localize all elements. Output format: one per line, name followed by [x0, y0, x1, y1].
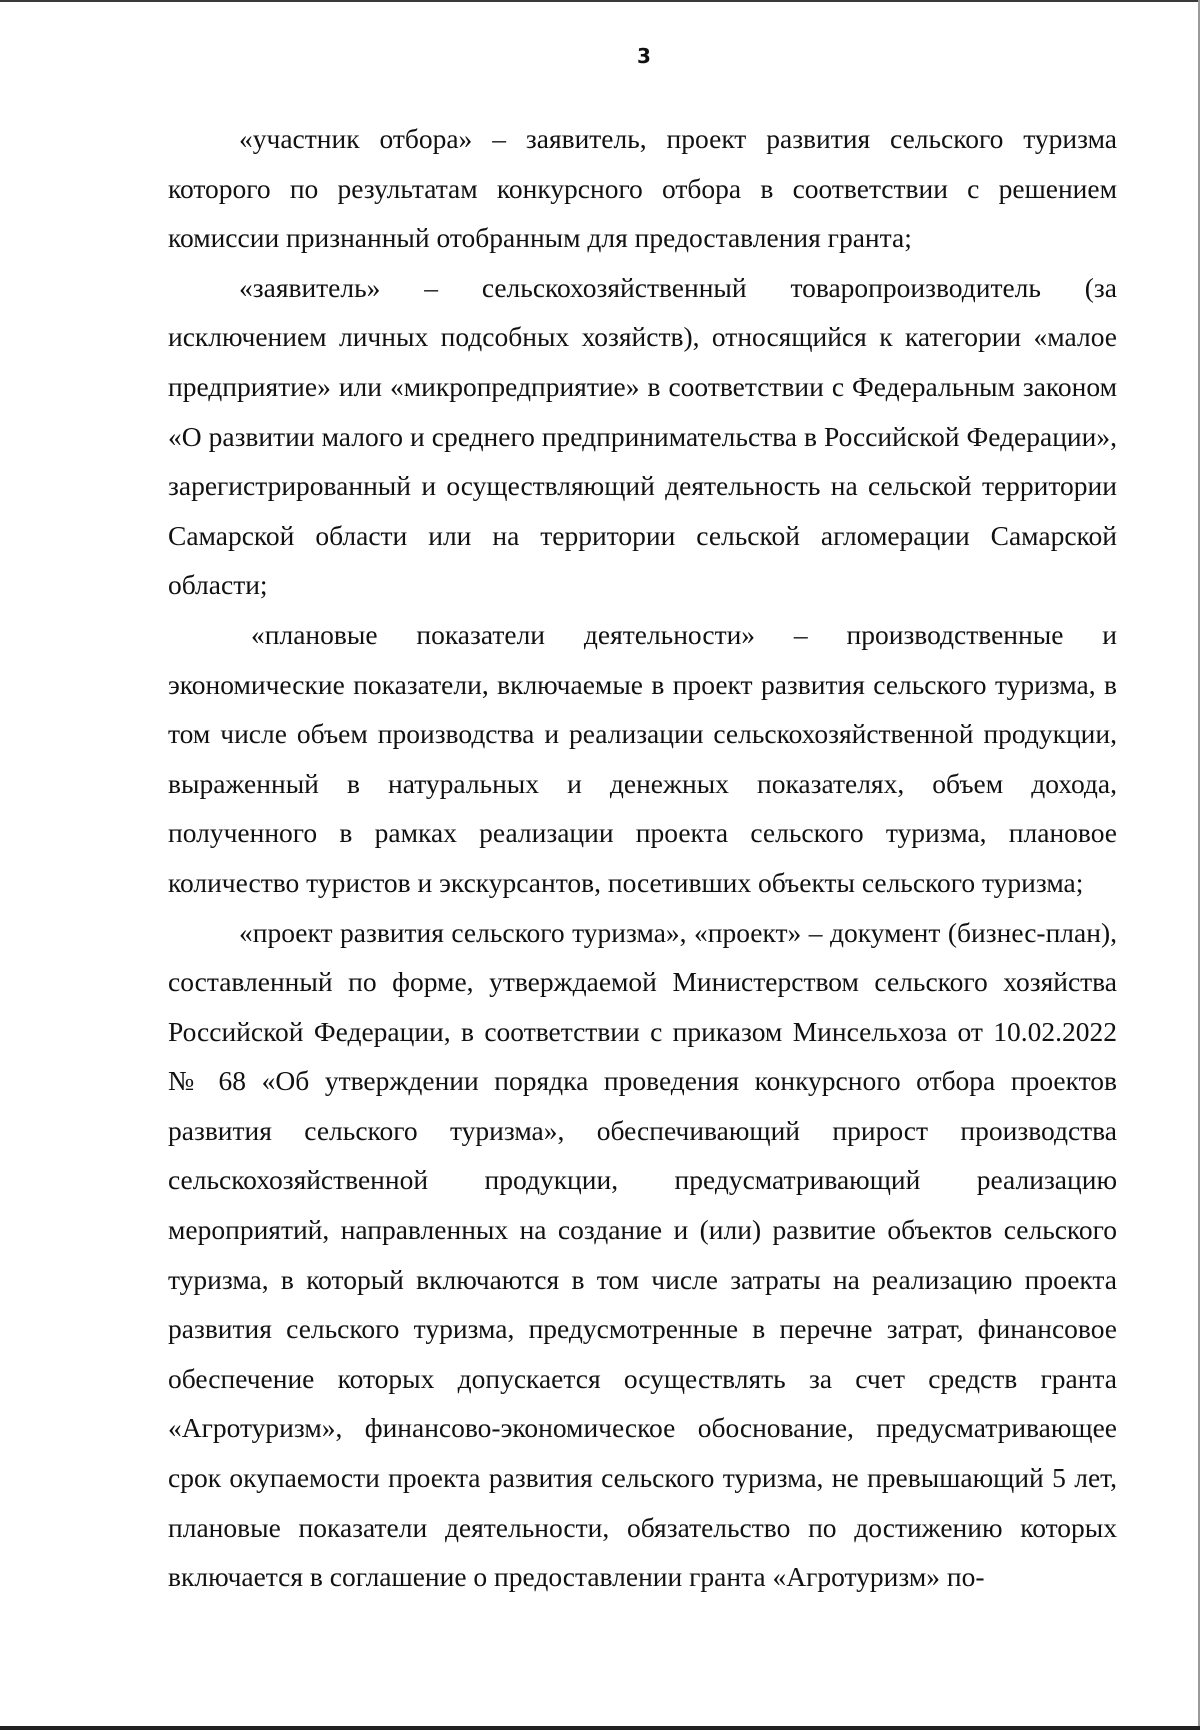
paragraph-participant-definition: «участник отбора» – заявитель, проект развития сельского туризма которого по результатам конкурсного отбора в соответствии с решением комиссии признанный отобранным для предоставления гранта;: [168, 123, 1117, 254]
paragraph-applicant-definition: «заявитель» – сельскохозяйственный товаропроизводитель (за исключением личных подсобных хозяйств), относящийся к категории «малое предприятие» или «микропредприятие» в соответствии с Федеральным законом «О развитии малого и среднего предпринимательства в Российской Федерации», зарегистрированный и осуществляющий деятельность на сельской территории Самарской области или на территории сельской агломерации Самарской области;: [168, 271, 1117, 601]
scan-edge-top: [0, 0, 1200, 2]
paragraph-project-definition: «проект развития сельского туризма», «проект» – документ (бизнес-план), составленный по форме, утверждаемой Министерством сельского хозяйства Российской Федерации, в соответствии с приказом Минсельхоза от 10.02.2022 № 68 «Об утверждении порядка проведения конкурсного отбора проектов развития сельского туризма», обеспечивающий прирост производства сельскохозяйственной продукции, предусматривающий реализацию мероприятий, направленных на создание и (или) развитие объектов сельского туризма, в который включаются в том числе затраты на реализацию проекта развития сельского туризма, предусмотренные в перечне затрат, финансовое обеспечение которых допускается осуществлять за счет средств гранта «Агротуризм», финансово-экономическое обоснование, предусматривающее срок окупаемости проекта развития сельского туризма, не превышающий 5 лет, плановые показатели деятельности, обязательство по достижению которых включается в соглашение о предоставлении гранта «Агротуризм» по-: [168, 916, 1117, 1593]
page-number: 3: [637, 44, 651, 68]
paragraph-indicators-definition: «плановые показатели деятельности» – производственные и экономические показатели, включаемые в проект развития сельского туризма, в том числе объем производства и реализации сельскохозяйственной продукции, выраженный в натуральных и денежных показателях, объем дохода, полученного в рамках реализации проекта сельского туризма, плановое количество туристов и экскурсантов, посетивших объекты сельского туризма;: [168, 618, 1117, 898]
document-body: [168, 114, 1117, 1602]
scan-edge-bottom: [0, 1726, 1200, 1730]
